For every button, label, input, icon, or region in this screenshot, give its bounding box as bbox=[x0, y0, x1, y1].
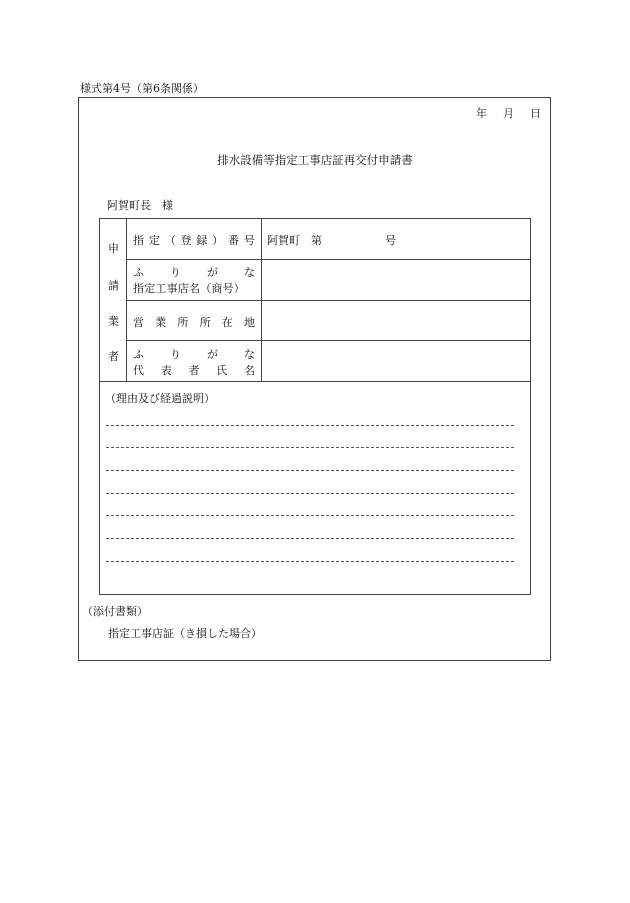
label-char: り bbox=[170, 348, 181, 361]
label-char: が bbox=[207, 348, 218, 361]
reg-number-prefix: 阿賀町 第 bbox=[267, 234, 322, 247]
label-char: 号 bbox=[243, 234, 255, 247]
shop-furigana-label bbox=[133, 264, 255, 280]
label-char: 所 bbox=[199, 316, 211, 329]
reason-line-5 bbox=[106, 515, 514, 516]
label-char: 番 bbox=[228, 234, 240, 247]
reason-line-1 bbox=[106, 425, 514, 426]
label-char: 営 bbox=[133, 316, 144, 329]
applicant-char-1: 申 bbox=[108, 242, 119, 255]
rep-furigana-label bbox=[133, 346, 255, 362]
label-char: 氏 bbox=[216, 364, 228, 377]
label-char: （ bbox=[164, 234, 176, 247]
label-char: 者 bbox=[188, 364, 200, 377]
label-char: 表 bbox=[160, 364, 172, 377]
label-char: 録 bbox=[196, 234, 208, 247]
reason-line-7 bbox=[106, 561, 514, 562]
label-char: 定 bbox=[148, 234, 160, 247]
applicant-char-3: 業 bbox=[108, 315, 119, 328]
reason-line-3 bbox=[106, 470, 514, 471]
attachment-item: 指定工事店証（き損した場合） bbox=[108, 627, 262, 640]
label-char: な bbox=[244, 348, 255, 361]
column-divider bbox=[126, 218, 127, 381]
reason-line-2 bbox=[106, 447, 514, 448]
label-char: が bbox=[207, 266, 218, 279]
column-divider bbox=[261, 218, 262, 381]
date-month: 月 bbox=[503, 107, 514, 120]
applicant-char-2: 請 bbox=[108, 279, 119, 292]
row-divider bbox=[126, 300, 531, 301]
label-char: 指 bbox=[133, 234, 144, 247]
label-char: ） bbox=[212, 234, 224, 247]
reg-number-suffix: 号 bbox=[385, 234, 396, 247]
row-divider bbox=[99, 381, 531, 382]
shop-name-label: 指定工事店名（商号） bbox=[133, 282, 245, 295]
label-char: 地 bbox=[243, 316, 255, 329]
label-char: ふ bbox=[133, 266, 144, 279]
addressee: 阿賀町長 様 bbox=[107, 199, 173, 212]
label-char: 名 bbox=[244, 364, 255, 377]
attachments-label: （添付書類） bbox=[82, 605, 148, 618]
label-char: 所 bbox=[177, 316, 189, 329]
reason-line-4 bbox=[106, 493, 514, 494]
applicant-char-4: 者 bbox=[108, 350, 119, 363]
label-char: 登 bbox=[180, 234, 192, 247]
date-year: 年 bbox=[476, 107, 487, 120]
row-divider bbox=[126, 340, 531, 341]
reason-label: （理由及び経過説明） bbox=[105, 392, 215, 405]
row-divider bbox=[126, 259, 531, 260]
label-char: り bbox=[170, 266, 181, 279]
office-address-label bbox=[133, 314, 255, 330]
reg-number-label bbox=[133, 232, 255, 248]
date-day: 日 bbox=[530, 107, 541, 120]
reason-line-6 bbox=[106, 538, 514, 539]
form-number: 様式第4号（第6条関係） bbox=[80, 82, 204, 95]
rep-name-label bbox=[133, 362, 255, 378]
label-char: な bbox=[244, 266, 255, 279]
label-char: 在 bbox=[221, 316, 233, 329]
label-char: 代 bbox=[133, 364, 144, 377]
date-line bbox=[476, 105, 541, 121]
form-title: 排水設備等指定工事店証再交付申請書 bbox=[217, 153, 413, 167]
label-char: 業 bbox=[155, 316, 167, 329]
label-char: ふ bbox=[133, 348, 144, 361]
